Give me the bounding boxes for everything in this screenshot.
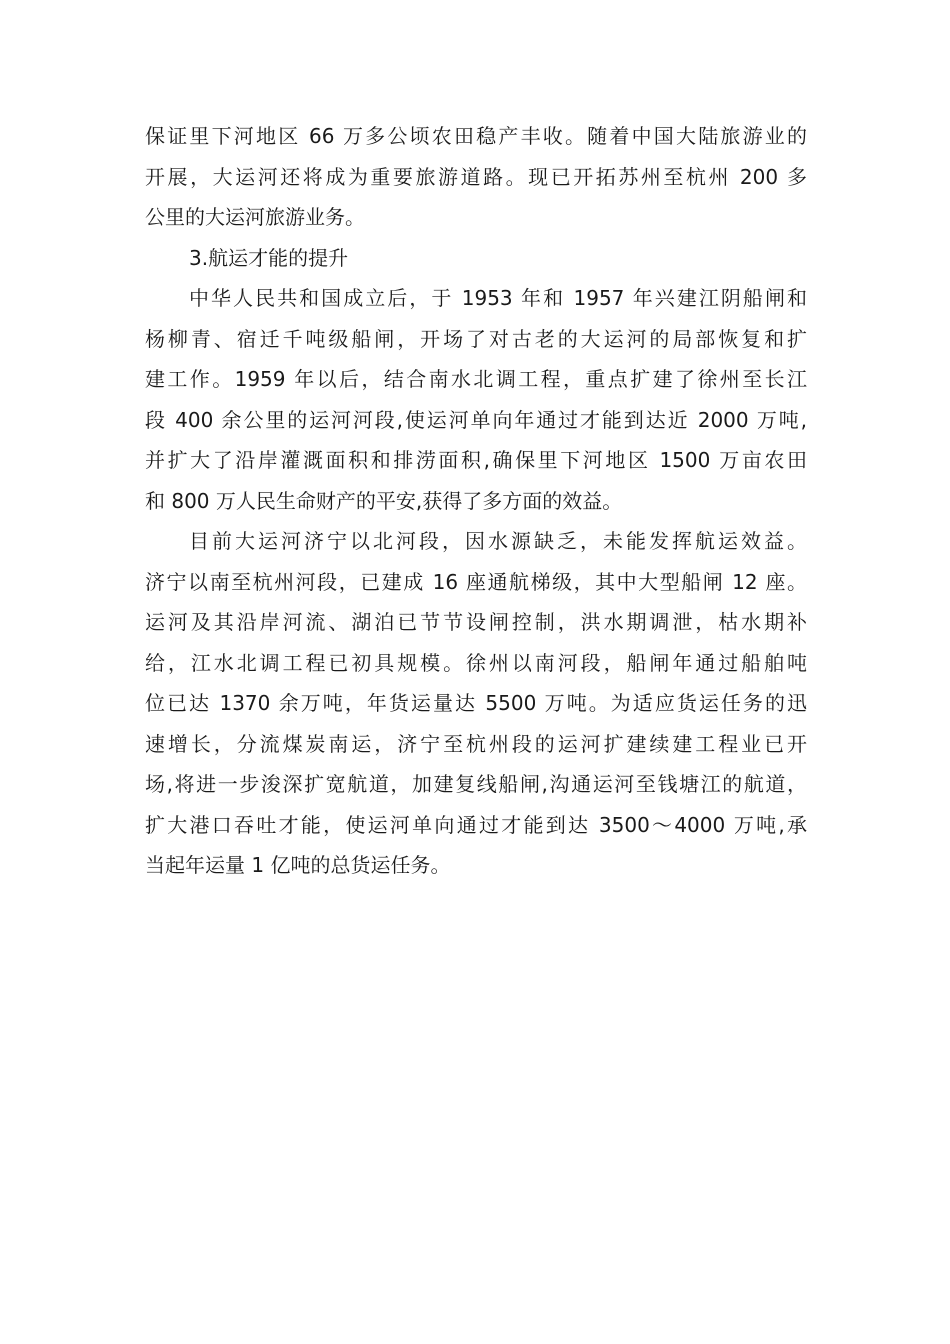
text-line: 给，江水北调工程已初具规模。徐州以南河段，船闸年通过船舶吨 [145, 650, 807, 675]
text-line: 并扩大了沿岸灌溉面积和排涝面积,确保里下河地区 1500 万亩农田 [145, 448, 807, 472]
paragraph-current-status [145, 521, 807, 886]
text-line: 开展，大运河还将成为重要旅游道路。现已开拓苏州至杭州 200 多 [145, 164, 807, 189]
text-line: 杨柳青、宿迁千吨级船闸，开场了对古老的大运河的局部恢复和扩 [145, 326, 807, 351]
text-line: 速增长，分流煤炭南运，济宁至杭州段的运河扩建续建工程业已开 [145, 731, 807, 756]
text-line: 济宁以南至杭州河段，已建成 16 座通航梯级，其中大型船闸 12 座。 [145, 569, 807, 594]
text-line: 目前大运河济宁以北河段，因水源缺乏，未能发挥航运效益。 [189, 529, 807, 553]
text-line: 和 800 万人民生命财产的平安,获得了多方面的效益。 [145, 488, 623, 513]
text-line: 公里的大运河旅游业务。 [145, 205, 365, 229]
text-line: 保证里下河地区 66 万多公顷农田稳产丰收。随着中国大陆旅游业的 [145, 124, 807, 148]
text-line: 段 400 余公里的运河河段,使运河单向年通过才能到达近 2000 万吨, [145, 407, 807, 432]
body-text [145, 116, 807, 886]
paragraph-restoration [145, 278, 807, 521]
text-line: 当起年运量 1 亿吨的总货运任务。 [145, 853, 451, 877]
text-line: 建工作。1959 年以后，结合南水北调工程，重点扩建了徐州至长江 [145, 367, 807, 391]
text-line: 中华人民共和国成立后，于 1953 年和 1957 年兴建江阴船闸和 [189, 286, 807, 310]
heading-text: 3.航运才能的提升 [189, 245, 349, 270]
text-line: 扩大港口吞吐才能，使运河单向通过才能到达 3500～4000 万吨,承 [145, 812, 807, 837]
text-line: 场,将进一步浚深扩宽航道，加建复线船闸,沟通运河至钱塘江的航道， [145, 772, 807, 796]
text-line: 运河及其沿岸河流、湖泊已节节设闸控制，洪水期调泄，枯水期补 [145, 610, 807, 634]
text-line: 位已达 1370 余万吨，年货运量达 5500 万吨。为适应货运任务的迅 [145, 691, 807, 715]
paragraph-farmland-tourism [145, 116, 807, 238]
section-heading [145, 238, 807, 279]
